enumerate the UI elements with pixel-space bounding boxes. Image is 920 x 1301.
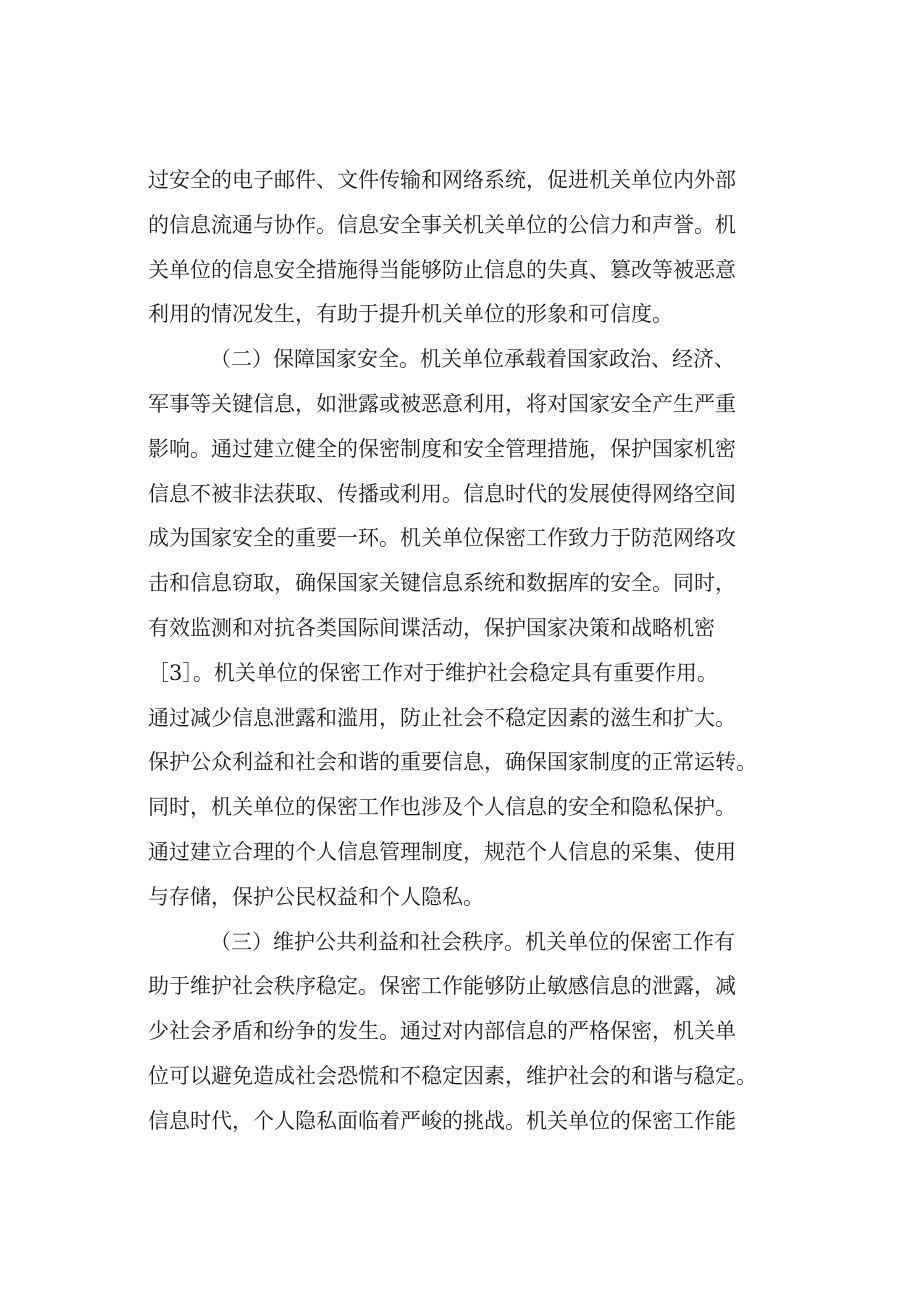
text-line: 通过建立合理的个人信息管理制度，规范个人信息的采集、使用 [148, 839, 736, 864]
text-line: 关单位的信息安全措施得当能够防止信息的失真、篡改等被恶意 [148, 257, 736, 282]
paragraph-information-security [148, 158, 808, 337]
text-line: 击和信息窃取，确保国家关键信息系统和数据库的安全。同时， [148, 571, 736, 596]
paragraph-public-order [148, 920, 808, 1144]
text-line: 影响。通过建立健全的保密制度和安全管理措施，保护国家机密 [148, 436, 736, 461]
text-line: 的信息流通与协作。信息安全事关机关单位的公信力和声誉。机 [148, 212, 736, 237]
paragraph-national-security [148, 337, 808, 919]
text-line: 有效监测和对抗各类国际间谍活动，保护国家决策和战略机密 [148, 615, 715, 640]
document-body [148, 158, 808, 1144]
text-line: （三）维护公共利益和社会秩序。机关单位的保密工作有 [210, 929, 735, 954]
text-line: ［3］。机关单位的保密工作对于维护社会稳定具有重要作用。 [148, 660, 718, 685]
text-line: 少社会矛盾和纷争的发生。通过对内部信息的严格保密，机关单 [148, 1019, 736, 1044]
text-line: 信息不被非法获取、传播或利用。信息时代的发展使得网络空间 [148, 481, 736, 506]
text-line: （二）保障国家安全。机关单位承载着国家政治、经济、 [210, 347, 735, 372]
text-line: 同时，机关单位的保密工作也涉及个人信息的安全和隐私保护。 [148, 795, 736, 820]
text-line: 利用的情况发生，有助于提升机关单位的形象和可信度。 [148, 302, 673, 327]
text-line: 信息时代，个人隐私面临着严峻的挑战。机关单位的保密工作能 [148, 1108, 736, 1133]
text-line: 成为国家安全的重要一环。机关单位保密工作致力于防范网络攻 [148, 526, 736, 551]
text-line: 保护公众利益和社会和谐的重要信息，确保国家制度的正常运转。 [148, 750, 757, 775]
text-line: 与存储，保护公民权益和个人隐私。 [148, 884, 484, 909]
text-line: 通过减少信息泄露和滥用，防止社会不稳定因素的滋生和扩大。 [148, 705, 736, 730]
text-line: 位可以避免造成社会恐慌和不稳定因素，维护社会的和谐与稳定。 [148, 1063, 757, 1088]
text-line: 助于维护社会秩序稳定。保密工作能够防止敏感信息的泄露，减 [148, 974, 736, 999]
text-line: 过安全的电子邮件、文件传输和网络系统，促进机关单位内外部 [148, 168, 736, 192]
text-line: 军事等关键信息，如泄露或被恶意利用，将对国家安全产生严重 [148, 391, 736, 416]
